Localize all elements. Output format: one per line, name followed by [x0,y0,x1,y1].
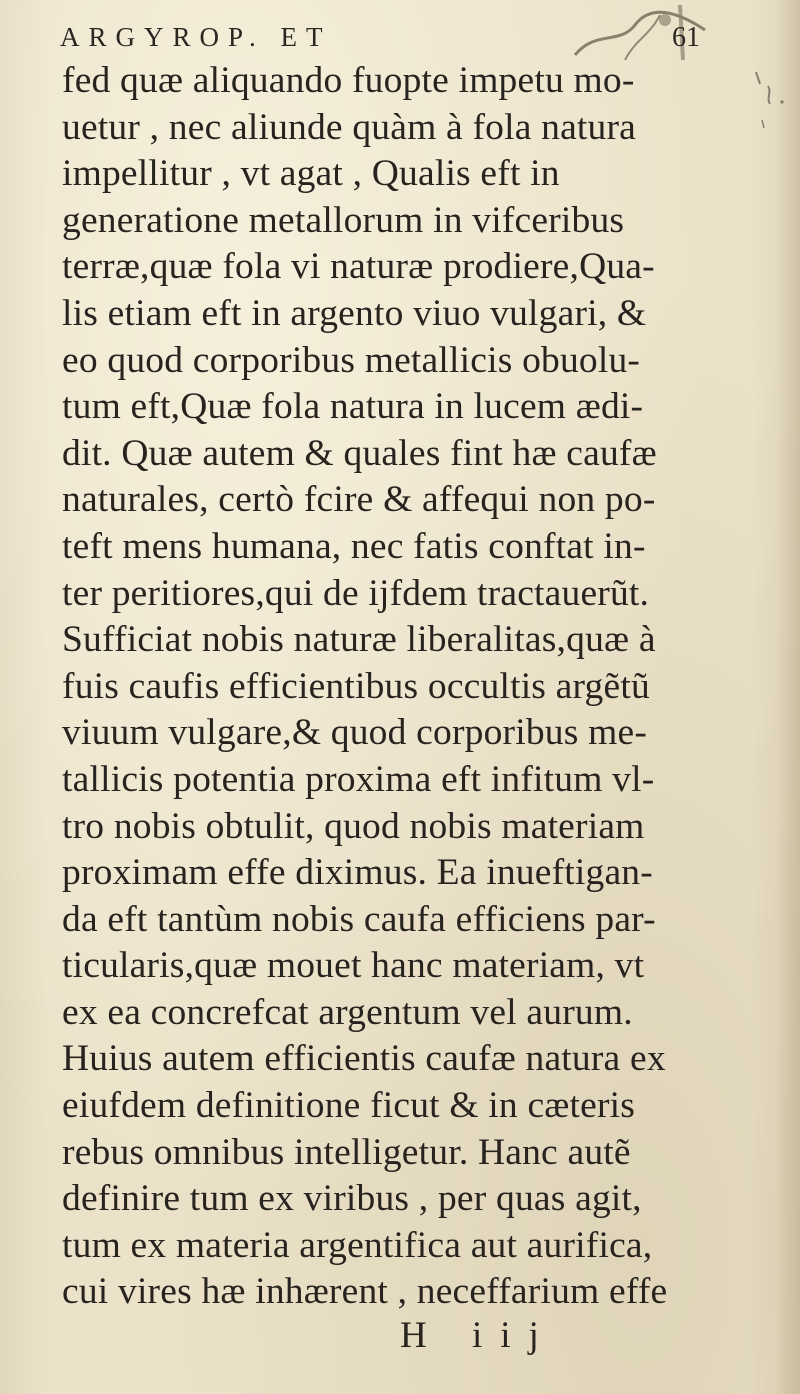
text-line: ter peritiores,qui de ijfdem tractauerũt. [62,572,650,614]
signature-mark: H iij [400,1315,557,1356]
margin-stain-marks [748,62,794,132]
text-line: tum eft,Quæ fola natura in lucem ædi- [62,386,644,428]
text-line: da eft tantùm nobis caufa efficiens par- [62,898,656,940]
running-head: ARGYROP. ET [60,22,332,52]
text-line: lis etiam eft in argento viuo vulgari, & [62,292,647,334]
text-line: ex ea concrefcat argentum vel aurum. [62,991,633,1033]
text-line: definire tum ex viribus , per quas agit, [62,1178,642,1220]
text-line: viuum vulgare,& quod corporibus me- [62,712,648,754]
page-header [60,22,700,62]
text-line: cui vires hæ inhærent , neceffarium effe [62,1271,668,1313]
text-line: proximam effe diximus. Ea inueftigan- [62,852,653,894]
text-line: eiufdem definitione ficut & in cæteris [62,1085,636,1127]
text-line: Sufficiat nobis naturæ liberalitas,quæ à [62,619,656,661]
text-line: tro nobis obtulit, quod nobis materiam [62,805,645,847]
text-line: tum ex materia argentifica aut aurifica, [62,1224,653,1266]
text-line: uetur , nec aliunde quàm à fola natura [62,106,637,148]
text-line: terræ,quæ fola vi naturæ prodiere,Qua- [62,246,655,288]
body-text [62,58,682,1316]
page-number: 61 [672,22,700,53]
page-edge-shadow [776,0,800,1394]
text-line: eo quod corporibus metallicis obuolu- [62,339,641,381]
text-line: naturales, certò fcire & affequi non po- [62,479,656,521]
text-line: Huius autem efficientis caufæ natura ex [62,1038,666,1080]
text-line: teft mens humana, nec fatis conftat in- [62,525,646,567]
text-line: fed quæ aliquando fuopte impetu mo- [62,60,635,101]
text-line: generatione metallorum in vifceribus [62,199,625,241]
text-line: ticularis,quæ mouet hanc materiam, vt [62,945,645,987]
text-line: tallicis potentia proxima eft infitum vl- [62,758,655,800]
text-line: impellitur , vt agat , Qualis eft in [62,153,560,195]
text-line: rebus omnibus intelligetur. Hanc autẽ [62,1131,631,1173]
text-line: fuis caufis efficientibus occultis argẽtũ [62,665,650,707]
text-line: dit. Quæ autem & quales fint hæ caufæ [62,432,657,474]
